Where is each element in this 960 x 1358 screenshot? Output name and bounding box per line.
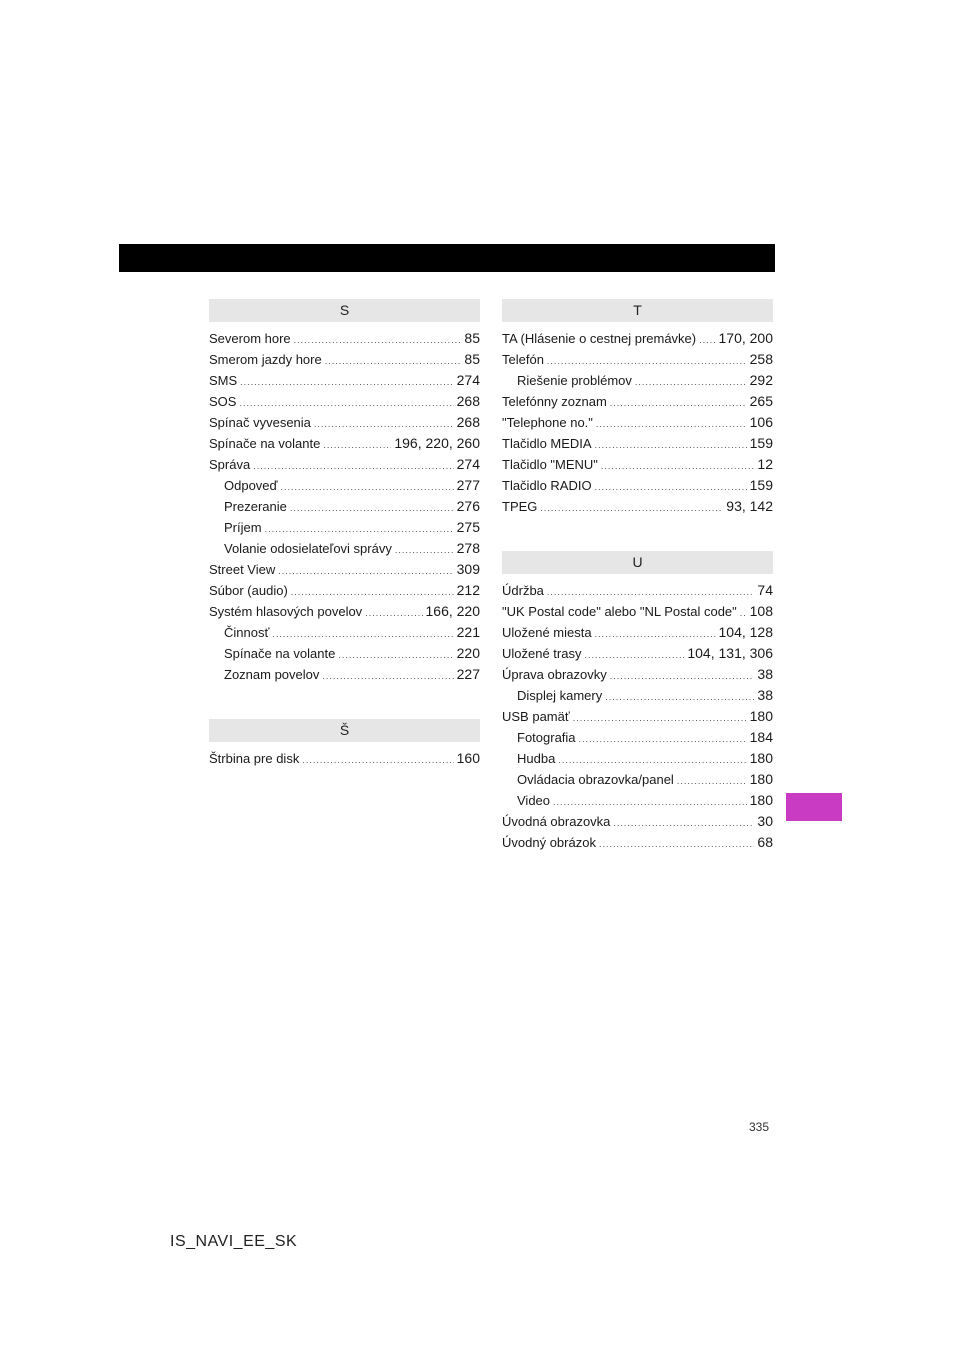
index-entry <box>502 477 773 498</box>
entry-term: Hudba <box>517 751 556 766</box>
entry-pages: 184 <box>749 729 773 745</box>
entry-pages: 258 <box>749 351 773 367</box>
entry-term: Displej kamery <box>517 688 603 703</box>
entry-pages: 276 <box>456 498 480 514</box>
index-entry <box>502 666 773 687</box>
index-entry <box>502 393 773 414</box>
entry-term: Štrbina pre disk <box>209 751 300 766</box>
index-subentry <box>209 624 480 645</box>
section-letter-header: U <box>502 551 773 574</box>
dot-leader <box>278 566 453 576</box>
dot-leader <box>240 377 453 387</box>
page-number: 335 <box>749 1120 770 1134</box>
entry-pages: 268 <box>456 414 480 430</box>
dot-leader <box>699 335 715 345</box>
entry-term: Súbor (audio) <box>209 583 288 598</box>
dot-leader <box>573 713 747 723</box>
dot-leader <box>599 839 754 849</box>
index-entry <box>209 561 480 582</box>
dot-leader <box>677 776 747 786</box>
index-subentry <box>209 645 480 666</box>
index-entry <box>209 603 480 624</box>
index-entry <box>209 750 480 771</box>
entry-term: Systém hlasových povelov <box>209 604 363 619</box>
dot-leader <box>291 587 454 597</box>
dot-leader <box>365 608 422 618</box>
entry-term: TPEG <box>502 499 538 514</box>
entry-pages: 104, 131, 306 <box>687 645 773 661</box>
index-subentry <box>502 771 773 792</box>
entry-term: USB pamäť <box>502 709 570 724</box>
dot-leader <box>553 797 747 807</box>
document-code: IS_NAVI_EE_SK <box>170 1233 298 1250</box>
entry-term: Severom hore <box>209 331 291 346</box>
dot-leader <box>338 650 453 660</box>
dot-leader <box>547 587 755 597</box>
entry-term: Video <box>517 793 551 808</box>
entry-pages: 104, 128 <box>718 624 773 640</box>
section-letter-header: T <box>502 299 773 322</box>
dot-leader <box>635 377 747 387</box>
dot-leader <box>595 482 747 492</box>
entry-term: Uložené trasy <box>502 646 582 661</box>
entry-term: Činnosť <box>224 625 270 640</box>
dot-leader <box>540 503 723 513</box>
entry-term: Spínač vyvesenia <box>209 415 311 430</box>
entry-term: "UK Postal code" alebo "NL Postal code" <box>502 604 737 619</box>
entry-pages: 93, 142 <box>726 498 773 514</box>
entry-pages: 309 <box>456 561 480 577</box>
index-entry <box>502 435 773 456</box>
entry-term: Uložené miesta <box>502 625 592 640</box>
entry-pages: 106 <box>749 414 773 430</box>
section-gap <box>209 687 480 719</box>
index-entry <box>502 624 773 645</box>
entry-pages: 180 <box>749 771 773 787</box>
index-entry <box>209 351 480 372</box>
entry-term: Street View <box>209 562 276 577</box>
entry-term: Telefónny zoznam <box>502 394 607 409</box>
dot-leader <box>272 629 453 639</box>
dot-leader <box>281 482 454 492</box>
entry-pages: 68 <box>757 834 773 850</box>
entry-pages: 274 <box>456 372 480 388</box>
dot-leader <box>253 461 453 471</box>
entry-term: Riešenie problémov <box>517 373 632 388</box>
entry-term: Úprava obrazovky <box>502 667 607 682</box>
dot-leader <box>610 398 747 408</box>
index-entry <box>502 645 773 666</box>
entry-pages: 170, 200 <box>718 330 773 346</box>
index-entry <box>209 414 480 435</box>
dot-leader <box>596 419 747 429</box>
dot-leader <box>395 545 454 555</box>
entry-pages: 268 <box>456 393 480 409</box>
dot-leader <box>584 650 684 660</box>
index-column-right <box>502 299 773 855</box>
entry-term: Príjem <box>224 520 262 535</box>
entry-pages: 180 <box>749 750 773 766</box>
index-entry <box>502 456 773 477</box>
entry-pages: 160 <box>456 750 480 766</box>
dot-leader <box>314 419 454 429</box>
dot-leader <box>325 356 462 366</box>
entry-pages: 278 <box>456 540 480 556</box>
entry-pages: 277 <box>456 477 480 493</box>
entry-pages: 275 <box>456 519 480 535</box>
entry-pages: 180 <box>749 708 773 724</box>
dot-leader <box>294 335 462 345</box>
index-entry <box>209 456 480 477</box>
dot-leader <box>613 818 754 828</box>
dot-leader <box>239 398 453 408</box>
dot-leader <box>740 608 747 618</box>
entry-pages: 265 <box>749 393 773 409</box>
entry-term: Ovládacia obrazovka/panel <box>517 772 674 787</box>
entry-pages: 30 <box>757 813 773 829</box>
dot-leader <box>290 503 454 513</box>
entry-term: Spínače na volante <box>209 436 321 451</box>
dot-leader <box>579 734 747 744</box>
entry-pages: 38 <box>757 687 773 703</box>
entry-pages: 220 <box>456 645 480 661</box>
index-entry <box>502 603 773 624</box>
entry-term: Volanie odosielateľovi správy <box>224 541 392 556</box>
index-subentry <box>502 687 773 708</box>
dot-leader <box>605 692 754 702</box>
entry-term: Správa <box>209 457 251 472</box>
index-subentry <box>502 792 773 813</box>
entry-term: TA (Hlásenie o cestnej premávke) <box>502 331 697 346</box>
index-entry <box>502 834 773 855</box>
index-subentry <box>209 498 480 519</box>
index-entry <box>209 582 480 603</box>
index-entry <box>209 435 480 456</box>
entry-term: Tlačidlo "MENU" <box>502 457 598 472</box>
entry-term: SMS <box>209 373 238 388</box>
section-gap <box>502 519 773 551</box>
entry-pages: 12 <box>757 456 773 472</box>
entry-pages: 292 <box>749 372 773 388</box>
index-subentry <box>502 729 773 750</box>
entry-pages: 166, 220 <box>425 603 480 619</box>
index-entry <box>502 813 773 834</box>
entry-pages: 274 <box>456 456 480 472</box>
entry-term: Smerom jazdy hore <box>209 352 322 367</box>
dot-leader <box>595 629 716 639</box>
entry-term: Odpoveď <box>224 478 278 493</box>
dot-leader <box>265 524 454 534</box>
index-entry <box>502 708 773 729</box>
index-subentry <box>209 666 480 687</box>
index-entry <box>502 351 773 372</box>
index-entry <box>502 330 773 351</box>
entry-term: Údržba <box>502 583 544 598</box>
entry-pages: 108 <box>749 603 773 619</box>
entry-pages: 38 <box>757 666 773 682</box>
entry-term: Tlačidlo RADIO <box>502 478 592 493</box>
entry-term: Spínače na volante <box>224 646 336 661</box>
section-letter-header: S <box>209 299 480 322</box>
index-subentry <box>502 750 773 771</box>
entry-pages: 159 <box>749 477 773 493</box>
entry-term: "Telephone no." <box>502 415 593 430</box>
index-entry <box>502 582 773 603</box>
index-subentry <box>502 372 773 393</box>
section-letter-header: Š <box>209 719 480 742</box>
section-tab <box>786 793 842 821</box>
entry-term: Prezeranie <box>224 499 287 514</box>
index-entry <box>502 498 773 519</box>
index-entry <box>502 414 773 435</box>
dot-leader <box>547 356 747 366</box>
entry-term: Fotografia <box>517 730 576 745</box>
entry-term: Telefón <box>502 352 544 367</box>
entry-pages: 221 <box>456 624 480 640</box>
index-subentry <box>209 540 480 561</box>
entry-pages: 196, 220, 260 <box>394 435 480 451</box>
index-entry <box>209 393 480 414</box>
index-subentry <box>209 477 480 498</box>
entry-pages: 227 <box>456 666 480 682</box>
dot-leader <box>601 461 755 471</box>
index-subentry <box>209 519 480 540</box>
entry-term: Úvodná obrazovka <box>502 814 611 829</box>
dot-leader <box>302 755 453 765</box>
entry-pages: 85 <box>464 351 480 367</box>
entry-pages: 74 <box>757 582 773 598</box>
entry-pages: 159 <box>749 435 773 451</box>
index-column-left <box>209 299 480 771</box>
index-entry <box>209 372 480 393</box>
entry-term: Úvodný obrázok <box>502 835 596 850</box>
header-bar <box>119 244 775 272</box>
dot-leader <box>558 755 746 765</box>
dot-leader <box>323 440 391 450</box>
entry-term: SOS <box>209 394 237 409</box>
dot-leader <box>322 671 453 681</box>
dot-leader <box>595 440 747 450</box>
entry-pages: 180 <box>749 792 773 808</box>
entry-pages: 212 <box>456 582 480 598</box>
index-entry <box>209 330 480 351</box>
entry-term: Tlačidlo MEDIA <box>502 436 592 451</box>
dot-leader <box>610 671 755 681</box>
entry-term: Zoznam povelov <box>224 667 320 682</box>
entry-pages: 85 <box>464 330 480 346</box>
